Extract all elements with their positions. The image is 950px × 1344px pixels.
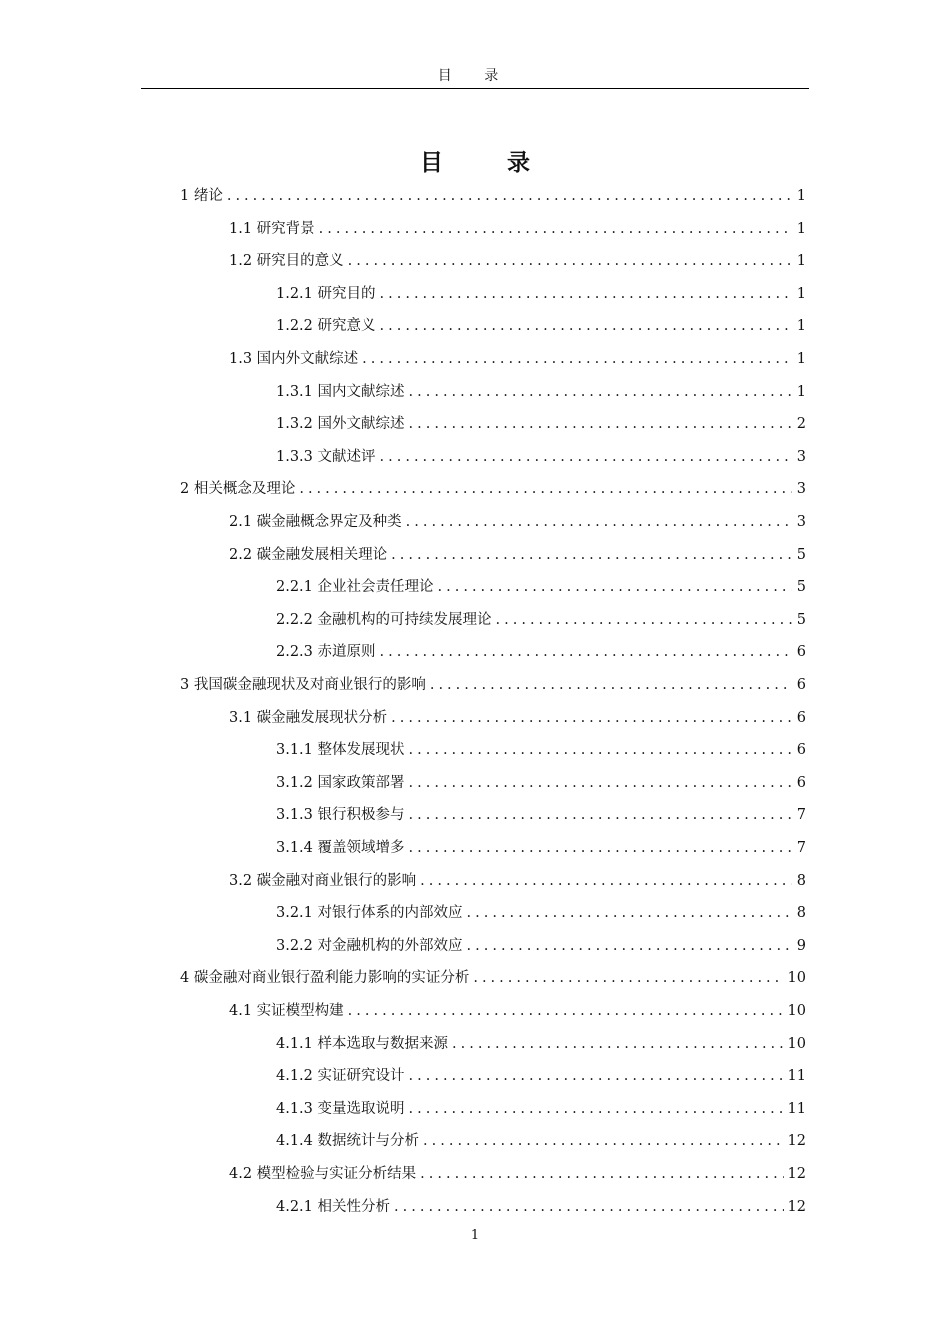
toc-entry-label: 2.1 碳金融概念界定及种类 (229, 514, 402, 530)
toc-entry[interactable] (180, 180, 806, 212)
toc-entry-label: 3.1.2 国家政策部署 (276, 774, 405, 791)
toc-entry-label: 4.2 模型检验与实证分析结果 (229, 1166, 417, 1182)
toc-entry-label: 1.3.2 国外文献综述 (276, 416, 405, 433)
toc-dot-leader (380, 278, 792, 310)
toc-entry-page: 11 (787, 1068, 806, 1085)
toc-dot-leader (409, 408, 792, 440)
toc-entry-label: 3.1.4 覆盖领域增多 (276, 840, 405, 856)
running-header: 目 录 (141, 66, 809, 89)
toc-entry[interactable] (276, 441, 806, 473)
toc-dot-leader (380, 441, 792, 473)
toc-entry[interactable] (276, 767, 806, 799)
toc-entry-page: 6 (796, 644, 806, 661)
toc-entry-page: 6 (796, 742, 806, 759)
toc-entry-page: 1 (796, 220, 806, 237)
toc-entry[interactable] (276, 897, 806, 929)
toc-entry[interactable] (276, 799, 806, 831)
toc-dot-leader (496, 604, 792, 636)
toc-entry[interactable] (276, 930, 806, 962)
toc-entry-page: 10 (787, 1035, 806, 1052)
toc-dot-leader (380, 636, 792, 668)
toc-entry-label: 3.2 碳金融对商业银行的影响 (229, 872, 417, 889)
toc-entry[interactable] (229, 865, 806, 897)
toc-entry[interactable] (276, 636, 806, 668)
toc-entry-page: 1 (796, 383, 806, 400)
toc-dot-leader (227, 180, 792, 212)
toc-entry[interactable] (229, 1158, 806, 1190)
toc-entry[interactable] (276, 1028, 806, 1060)
toc-dot-leader (409, 799, 792, 831)
toc-entry-page: 12 (787, 1166, 806, 1182)
toc-entry-label: 1.1 研究背景 (229, 220, 315, 237)
toc-entry-page: 12 (787, 1198, 806, 1215)
toc-entry-label: 1 绪论 (180, 188, 223, 204)
toc-entry[interactable] (229, 343, 806, 375)
toc-entry[interactable] (276, 408, 806, 440)
page-number: 1 (470, 1228, 480, 1243)
toc-dot-leader (452, 1028, 784, 1060)
toc-dot-leader (473, 962, 783, 994)
toc-entry-label: 1.3.3 文献述评 (276, 448, 376, 465)
toc-entry-label: 1.3 国内外文献综述 (229, 351, 359, 367)
toc-entry-label: 4 碳金融对商业银行盈利能力影响的实证分析 (180, 970, 470, 987)
toc-entry[interactable] (180, 473, 806, 505)
toc-dot-leader (391, 539, 792, 571)
toc-entry-page: 12 (787, 1133, 806, 1150)
toc-dot-leader (420, 865, 792, 897)
toc-entry-page: 5 (796, 611, 806, 628)
toc-dot-leader (409, 1060, 784, 1092)
toc-dot-leader (409, 376, 792, 408)
toc-entry-label: 4.1.3 变量选取说明 (276, 1100, 405, 1117)
toc-dot-leader (409, 734, 792, 766)
toc-entry-page: 8 (796, 905, 806, 922)
toc-dot-leader (467, 897, 792, 929)
toc-entry[interactable] (229, 213, 806, 245)
toc-entry-page: 5 (796, 579, 806, 596)
toc-entry-label: 4.1.4 数据统计与分析 (276, 1133, 420, 1150)
toc-entry-page: 7 (796, 840, 806, 856)
toc-entry[interactable] (180, 962, 806, 994)
toc-entry-label: 1.2.2 研究意义 (276, 318, 376, 335)
toc-entry[interactable] (180, 669, 806, 701)
toc-entry-label: 2.2 碳金融发展相关理论 (229, 546, 388, 563)
toc-dot-leader (423, 1125, 784, 1157)
toc-entry[interactable] (276, 376, 806, 408)
toc-dot-leader (438, 571, 792, 603)
toc-entry[interactable] (229, 245, 806, 277)
toc-entry-label: 3.2.1 对银行体系的内部效应 (276, 905, 463, 922)
toc-entry[interactable] (276, 832, 806, 864)
toc-entry-page: 11 (787, 1100, 806, 1117)
toc-entry-page: 5 (796, 546, 806, 563)
toc-entry-label: 4.1.2 实证研究设计 (276, 1068, 405, 1085)
toc-entry-label: 3 我国碳金融现状及对商业银行的影响 (180, 677, 426, 693)
toc-entry-page: 6 (796, 677, 806, 693)
toc-dot-leader (380, 310, 792, 342)
toc-entry[interactable] (276, 278, 806, 310)
toc-entry-page: 1 (796, 351, 806, 367)
toc-title: 目 录 (419, 150, 558, 176)
toc-dot-leader (299, 473, 792, 505)
toc-entry-label: 2 相关概念及理论 (180, 481, 296, 498)
toc-entry[interactable] (276, 1060, 806, 1092)
toc-entry[interactable] (276, 734, 806, 766)
toc-dot-leader (409, 1093, 784, 1125)
toc-entry[interactable] (276, 310, 806, 342)
toc-entry-page: 10 (787, 1003, 806, 1019)
toc-dot-leader (362, 343, 792, 375)
toc-entry-label: 1.2 研究目的意义 (229, 253, 344, 270)
toc-entry[interactable] (276, 1093, 806, 1125)
toc-dot-leader (348, 245, 792, 277)
toc-dot-leader (467, 930, 792, 962)
toc-entry-label: 2.2.2 金融机构的可持续发展理论 (276, 611, 492, 628)
toc-entry-label: 3.2.2 对金融机构的外部效应 (276, 937, 463, 954)
toc-entry-label: 3.1.3 银行积极参与 (276, 807, 405, 824)
toc-entry-page: 7 (796, 807, 806, 824)
toc-dot-leader (420, 1158, 783, 1190)
toc-entry-label: 3.1.1 整体发展现状 (276, 742, 405, 759)
toc-entry-page: 6 (796, 709, 806, 726)
toc-entry-page: 1 (796, 188, 806, 204)
toc-entry-page: 3 (796, 481, 806, 498)
toc-entry-page: 6 (796, 774, 806, 791)
toc-entry[interactable] (276, 1125, 806, 1157)
toc-entry-page: 9 (796, 937, 806, 954)
toc-entry[interactable] (229, 995, 806, 1027)
toc-entry-page: 2 (796, 416, 806, 433)
toc-dot-leader (430, 669, 792, 701)
toc-entry-page: 1 (796, 285, 806, 302)
toc-entry[interactable] (276, 571, 806, 603)
toc-entry-label: 1.2.1 研究目的 (276, 285, 376, 302)
toc-entry-label: 4.1.1 样本选取与数据来源 (276, 1035, 449, 1052)
toc-entry[interactable] (229, 702, 806, 734)
toc-entry-page: 10 (787, 970, 806, 987)
toc-entry-label: 4.1 实证模型构建 (229, 1003, 344, 1019)
toc-entry[interactable] (229, 539, 806, 571)
toc-entry-label: 1.3.1 国内文献综述 (276, 383, 405, 400)
toc-entry-label: 4.2.1 相关性分析 (276, 1198, 391, 1215)
toc-dot-leader (409, 832, 792, 864)
toc-entry-page: 3 (796, 448, 806, 465)
toc-entry-label: 2.2.3 赤道原则 (276, 644, 376, 661)
toc-entry[interactable] (229, 506, 806, 538)
toc-entry-page: 3 (796, 514, 806, 530)
toc-dot-leader (348, 995, 784, 1027)
toc-dot-leader (406, 506, 792, 538)
toc-entry-page: 1 (796, 253, 806, 270)
toc-entry[interactable] (276, 1191, 806, 1223)
toc-entry-label: 3.1 碳金融发展现状分析 (229, 709, 388, 726)
toc-dot-leader (391, 702, 792, 734)
toc-dot-leader (394, 1191, 784, 1223)
toc-entry-page: 8 (796, 872, 806, 889)
toc-entry[interactable] (276, 604, 806, 636)
toc-entry-page: 1 (796, 318, 806, 335)
toc-dot-leader (409, 767, 792, 799)
toc-dot-leader (319, 213, 792, 245)
toc-entry-label: 2.2.1 企业社会责任理论 (276, 579, 434, 596)
